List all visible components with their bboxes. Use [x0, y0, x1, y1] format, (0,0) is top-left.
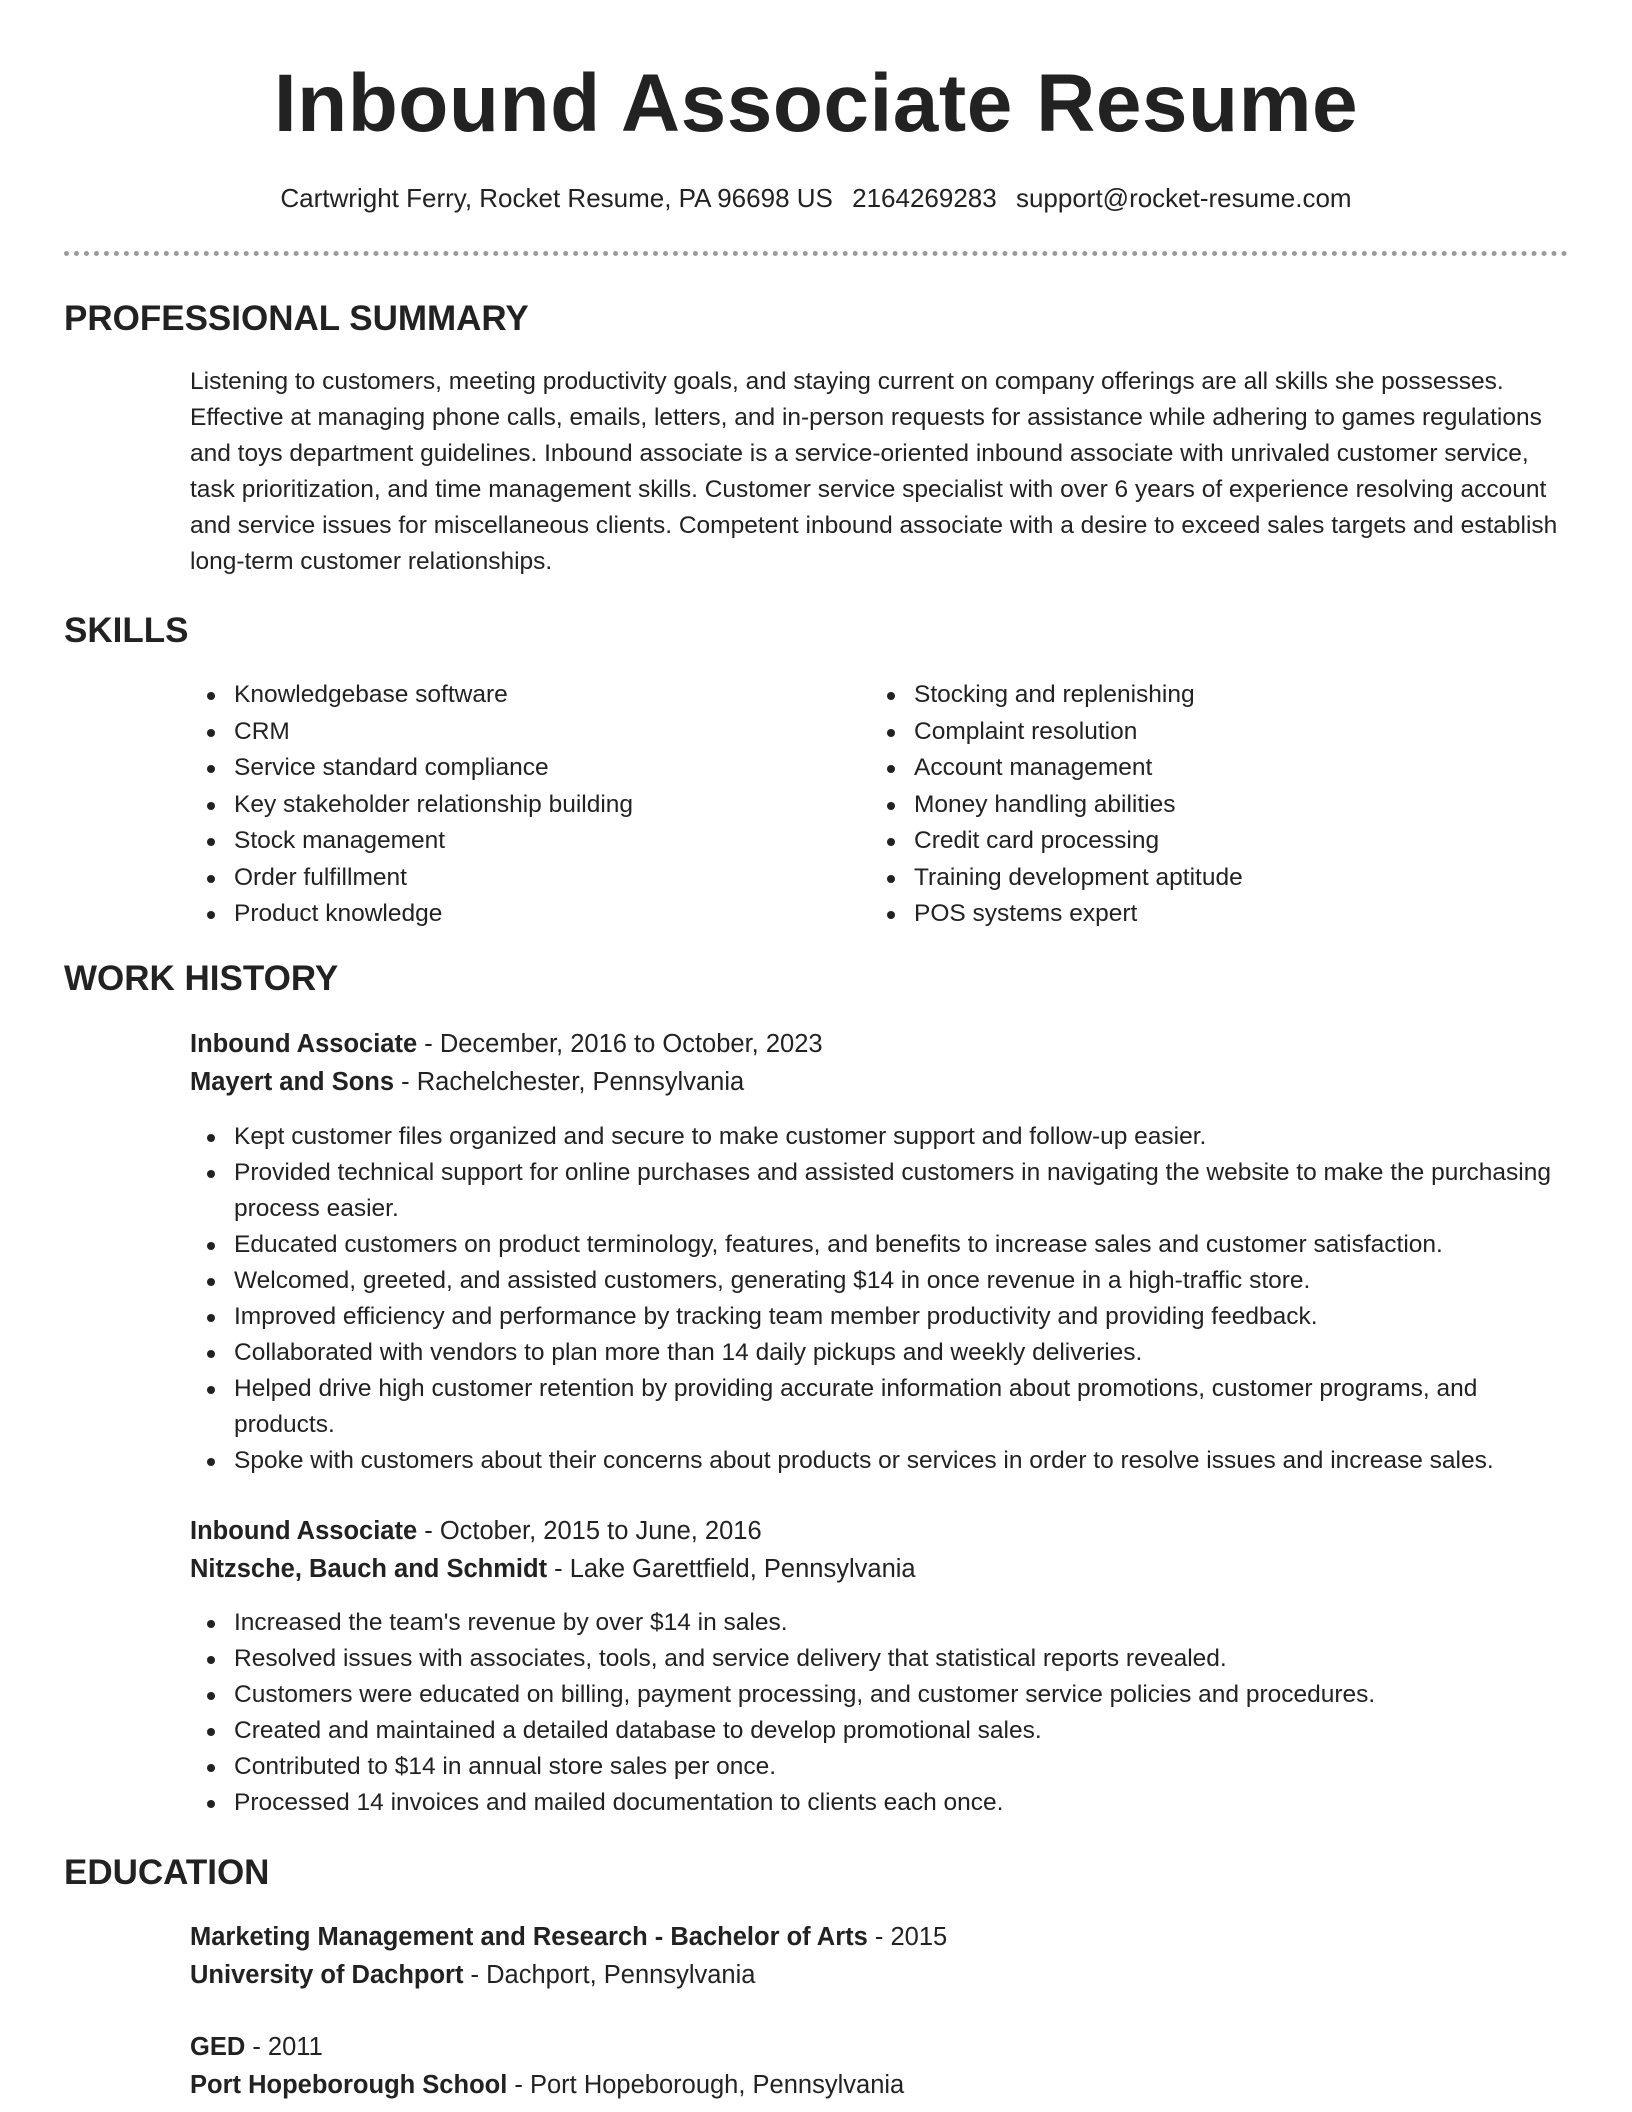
- list-item: Helped drive high customer retention by providing accurate information about promotions, customer programs, and products.: [190, 1371, 1570, 1443]
- list-item: Provided technical support for online purchases and assisted customers in navigating the website to make the purchasing process easier.: [190, 1155, 1570, 1227]
- job-location: - Rachelchester, Pennsylvania: [394, 1068, 745, 1096]
- education-location: - Dachport, Pennsylvania: [463, 1961, 756, 1989]
- list-item: Order fulfillment: [190, 860, 830, 897]
- education-location: - Port Hopeborough, Pennsylvania: [507, 2071, 905, 2099]
- education-school-line: [190, 2066, 904, 2104]
- header-divider: [64, 251, 1568, 256]
- list-item: Stocking and replenishing: [870, 677, 1510, 714]
- list-item: Spoke with customers about their concerns about products or services in order to resolve issues and increase sales.: [190, 1443, 1570, 1479]
- list-item: Service standard compliance: [190, 750, 830, 787]
- list-item: Stock management: [190, 823, 830, 860]
- job-dates: - October, 2015 to June, 2016: [417, 1517, 762, 1545]
- list-item: Credit card processing: [870, 823, 1510, 860]
- education-degree: GED: [190, 2033, 246, 2061]
- section-title-education: EDUCATION: [64, 1853, 270, 1892]
- resume-title: Inbound Associate Resume: [273, 58, 1359, 149]
- skills-list-right: [870, 677, 1510, 933]
- list-item: Processed 14 invoices and mailed documentation to clients each once.: [190, 1785, 1570, 1821]
- job-bullets: [190, 1605, 1570, 1821]
- job-role: Inbound Associate: [190, 1030, 418, 1058]
- list-item: POS systems expert: [870, 896, 1510, 933]
- education-year: - 2011: [245, 2033, 323, 2061]
- list-item: Customers were educated on billing, payment processing, and customer service policies and procedures.: [190, 1677, 1570, 1713]
- education-degree-line: [190, 1918, 947, 1956]
- education-degree-line: [190, 2028, 323, 2066]
- list-item: Educated customers on product terminology, features, and benefits to increase sales and customer satisfaction.: [190, 1227, 1570, 1263]
- list-item: Improved efficiency and performance by tracking team member productivity and providing feedback.: [190, 1299, 1570, 1335]
- list-item: Money handling abilities: [870, 787, 1510, 824]
- skills-list-left: [190, 677, 830, 933]
- job-role: Inbound Associate: [190, 1517, 418, 1545]
- list-item: Knowledgebase software: [190, 677, 830, 714]
- section-title-skills: SKILLS: [64, 611, 189, 650]
- job-company: Nitzsche, Bauch and Schmidt: [190, 1555, 548, 1583]
- education-school: Port Hopeborough School: [190, 2071, 508, 2099]
- education-school: University of Dachport: [190, 1961, 464, 1989]
- list-item: Training development aptitude: [870, 860, 1510, 897]
- summary-text: Listening to customers, meeting productivity goals, and staying current on company offerings are all skills she possesses. Effective at managing phone calls, emails, letters, and in-person requests for assistance while adhering to games regulations and toys department guidelines. Inbound associate is a service-oriented inbound associate with unrivaled customer service, task prioritization, and time management skills. Customer service specialist with over 6 years of experience resolving account and service issues for miscellaneous clients. Competent inbound associate with a desire to exceed sales targets and establish long-term customer relationships.: [190, 368, 1558, 575]
- section-title-summary: PROFESSIONAL SUMMARY: [64, 299, 529, 338]
- contact-address: Cartwright Ferry, Rocket Resume, PA 96698 US: [280, 183, 833, 213]
- list-item: Welcomed, greeted, and assisted customers, generating $14 in once revenue in a high-traffic store.: [190, 1263, 1570, 1299]
- education-year: - 2015: [867, 1923, 948, 1951]
- job-company-line: [190, 1550, 916, 1588]
- education-degree: Marketing Management and Research - Bachelor of Arts: [190, 1923, 868, 1951]
- section-title-work: WORK HISTORY: [64, 959, 339, 998]
- job-dates: - December, 2016 to October, 2023: [417, 1030, 823, 1058]
- job-company: Mayert and Sons: [190, 1068, 395, 1096]
- job-location: - Lake Garettfield, Pennsylvania: [547, 1555, 916, 1583]
- list-item: Resolved issues with associates, tools, and service delivery that statistical reports revealed.: [190, 1641, 1570, 1677]
- list-item: Increased the team's revenue by over $14 in sales.: [190, 1605, 1570, 1641]
- list-item: Account management: [870, 750, 1510, 787]
- list-item: Product knowledge: [190, 896, 830, 933]
- contact-phone: 2164269283: [852, 183, 997, 213]
- list-item: Kept customer files organized and secure to make customer support and follow-up easier.: [190, 1119, 1570, 1155]
- job-title-line: [190, 1512, 762, 1550]
- list-item: Contributed to $14 in annual store sales per once.: [190, 1749, 1570, 1785]
- list-item: Collaborated with vendors to plan more than 14 daily pickups and weekly deliveries.: [190, 1335, 1570, 1371]
- list-item: Key stakeholder relationship building: [190, 787, 830, 824]
- contact-line: [0, 181, 1632, 215]
- list-item: Complaint resolution: [870, 714, 1510, 751]
- list-item: CRM: [190, 714, 830, 751]
- job-company-line: [190, 1063, 744, 1101]
- list-item: Created and maintained a detailed database to develop promotional sales.: [190, 1713, 1570, 1749]
- job-title-line: [190, 1025, 823, 1063]
- education-school-line: [190, 1956, 755, 1994]
- contact-email: support@rocket-resume.com: [1015, 183, 1352, 213]
- job-bullets: [190, 1119, 1570, 1479]
